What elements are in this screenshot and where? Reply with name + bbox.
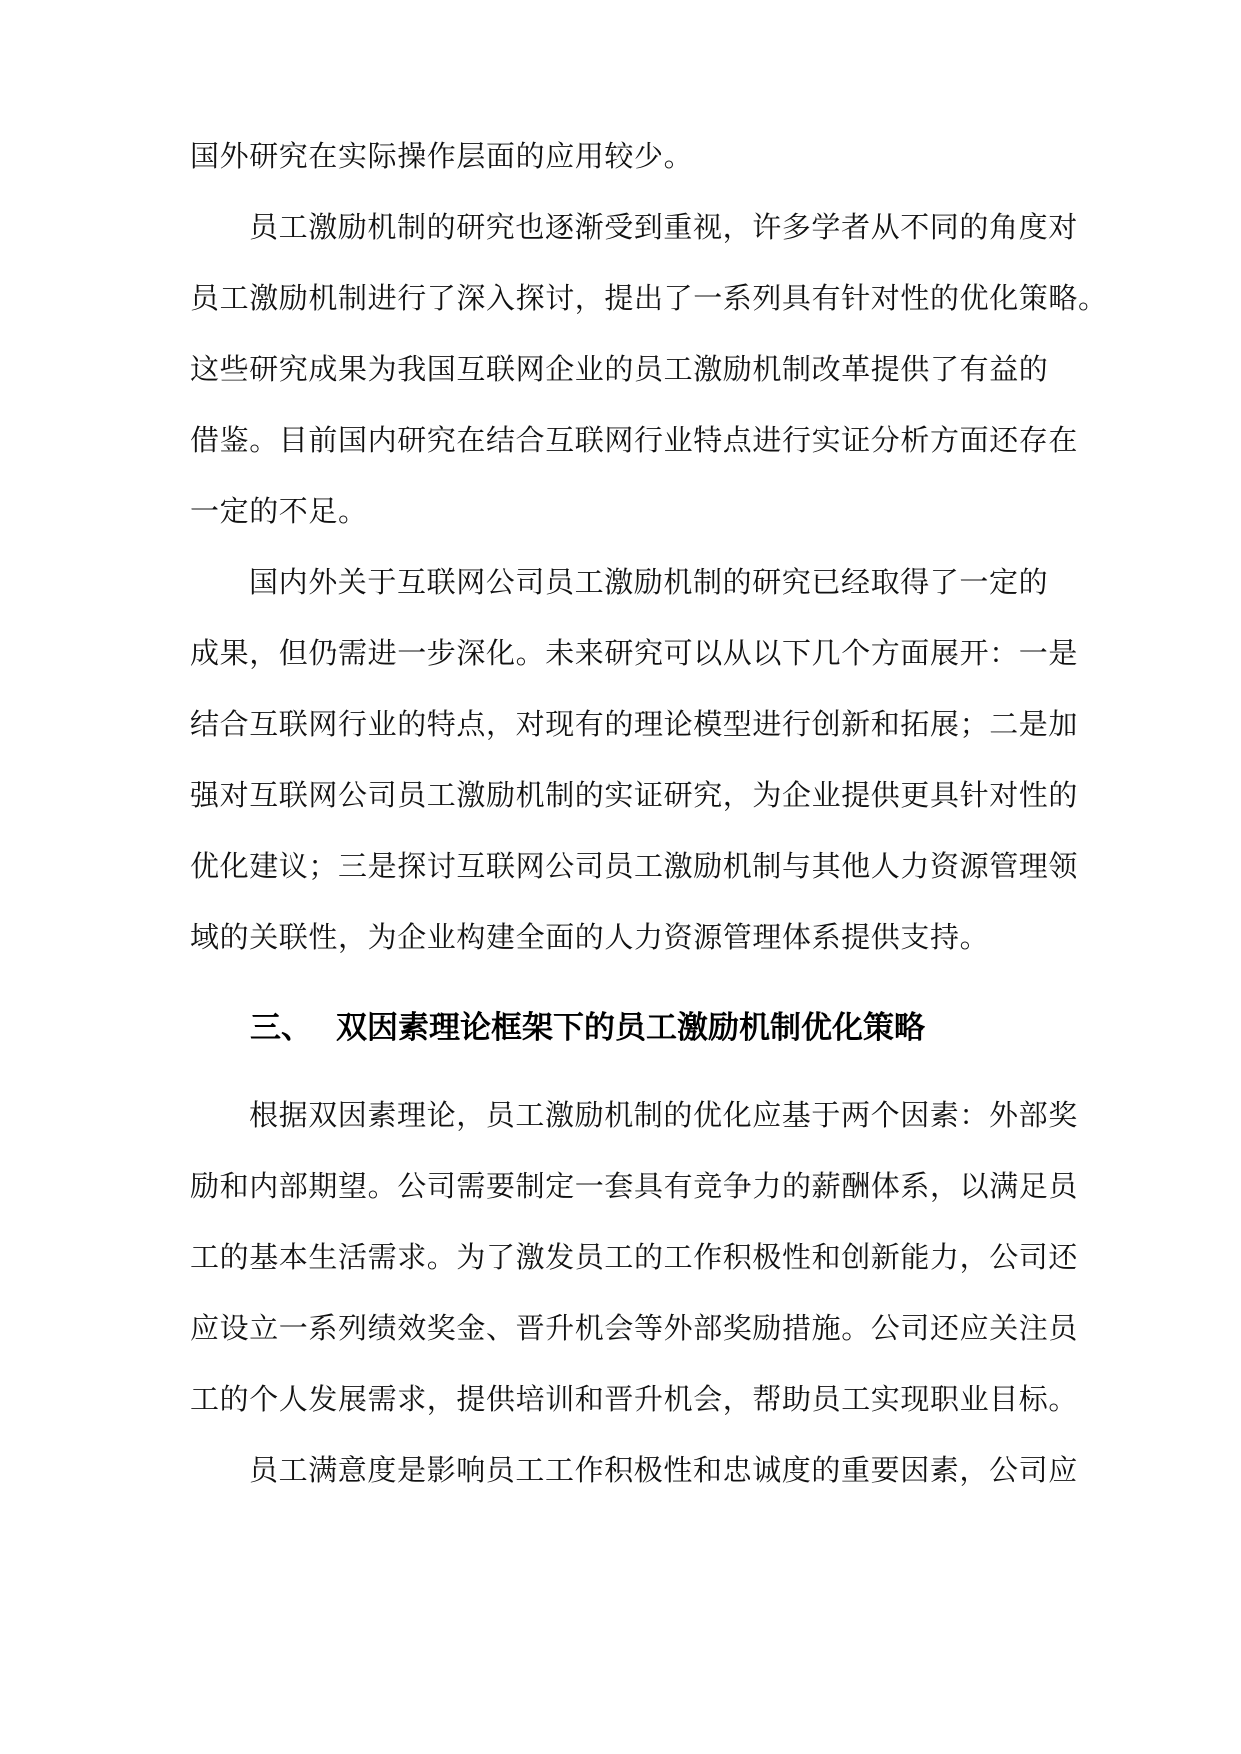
text-line: 优化建议；三是探讨互联网公司员工激励机制与其他人力资源管理领	[190, 849, 1079, 883]
text-line: 结合互联网行业的特点，对现有的理论模型进行创新和拓展；二是加	[190, 707, 1079, 741]
text-line: 成果，但仍需进一步深化。未来研究可以从以下几个方面展开：一是	[190, 636, 1079, 670]
text-line: 国外研究在实际操作层面的应用较少。	[190, 139, 694, 173]
text-line: 员工激励机制的研究也逐渐受到重视，许多学者从不同的角度对	[249, 210, 1078, 244]
text-line: 借鉴。目前国内研究在结合互联网行业特点进行实证分析方面还存在	[190, 423, 1079, 457]
text-line: 励和内部期望。公司需要制定一套具有竞争力的薪酬体系，以满足员	[190, 1169, 1079, 1203]
section-number: 三、	[250, 1010, 312, 1046]
section-heading	[250, 1006, 925, 1050]
text-line: 这些研究成果为我国互联网企业的员工激励机制改革提供了有益的	[190, 352, 1049, 386]
text-line: 员工激励机制进行了深入探讨，提出了一系列具有针对性的优化策略。	[190, 281, 1108, 315]
text-line: 工的个人发展需求，提供培训和晋升机会，帮助员工实现职业目标。	[190, 1382, 1079, 1416]
text-line: 一定的不足。	[190, 494, 368, 528]
text-line: 工的基本生活需求。为了激发员工的工作积极性和创新能力，公司还	[190, 1240, 1079, 1274]
text-line: 国内外关于互联网公司员工激励机制的研究已经取得了一定的	[249, 565, 1049, 599]
section-title: 双因素理论框架下的员工激励机制优化策略	[336, 1010, 925, 1046]
text-line: 员工满意度是影响员工工作积极性和忠诚度的重要因素，公司应	[249, 1453, 1078, 1487]
text-line: 根据双因素理论，员工激励机制的优化应基于两个因素：外部奖	[249, 1098, 1078, 1132]
text-line: 强对互联网公司员工激励机制的实证研究，为企业提供更具针对性的	[190, 778, 1079, 812]
text-line: 应设立一系列绩效奖金、晋升机会等外部奖励措施。公司还应关注员	[190, 1311, 1079, 1345]
text-line: 域的关联性，为企业构建全面的人力资源管理体系提供支持。	[190, 920, 990, 954]
